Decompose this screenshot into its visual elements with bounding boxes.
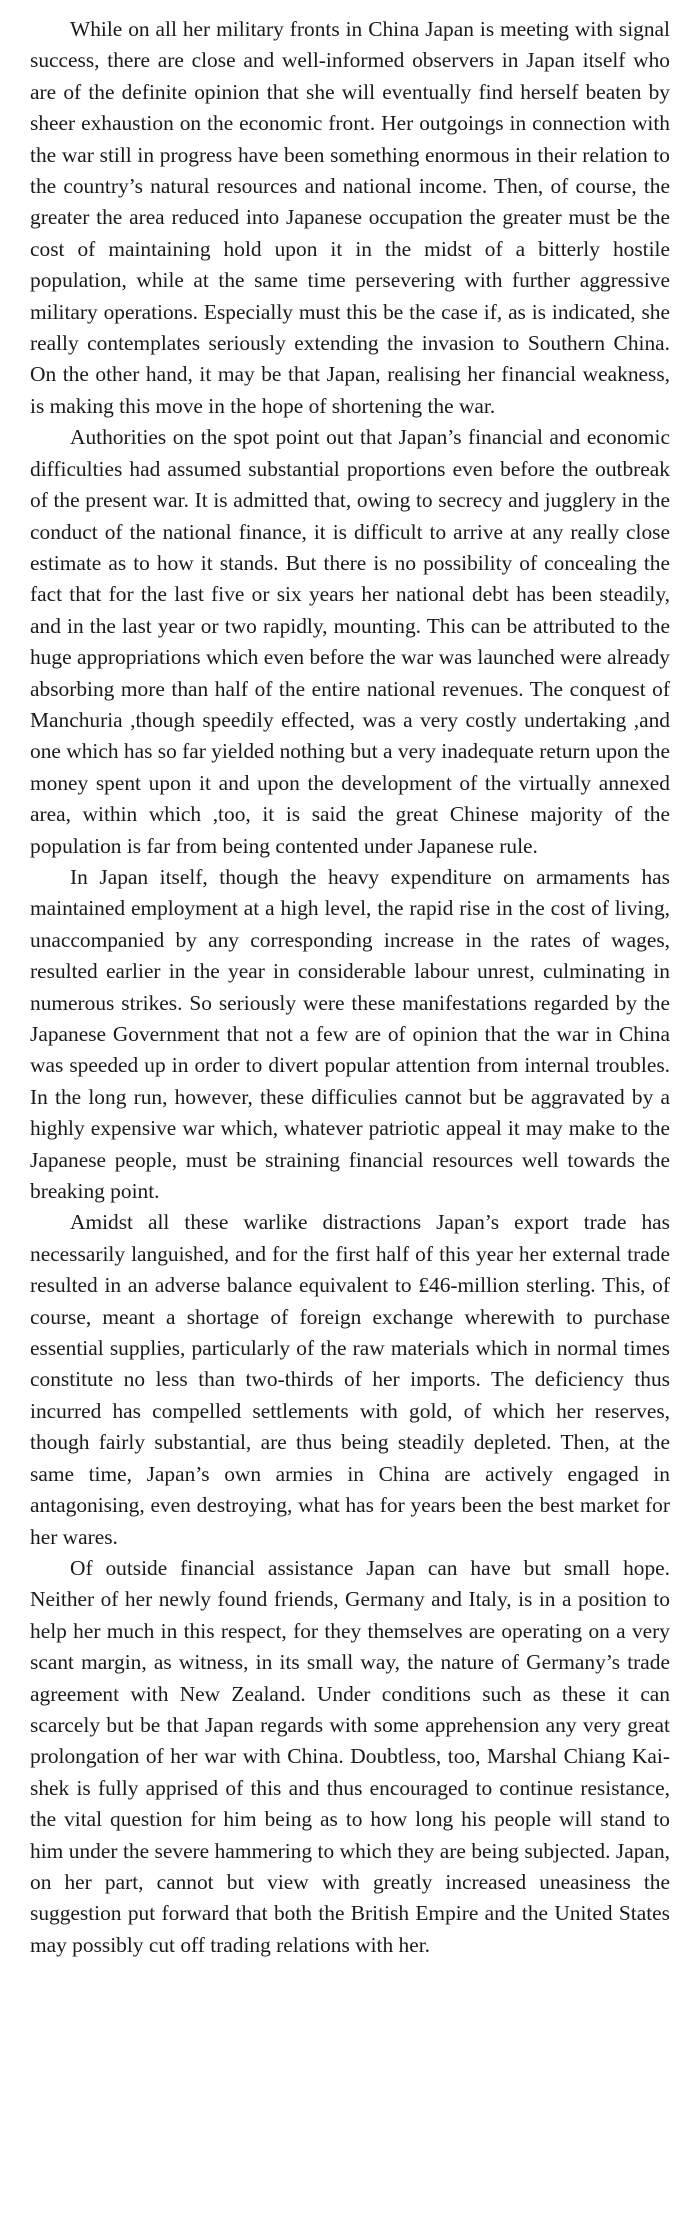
paragraph-5: Of outside financial assistance Japan can have but small hope. Neither of her newly found friends, Germany and Italy, is in a position to help her much in this respect, for they themselves are operating on a very scant margin, as witness, in its small way, the nature of Germany’s trade agreement with New Zealand. Under conditions such as these it can scarcely but be that Japan regards with some apprehension any very great prolongation of her war with China. Doubtless, too, Marshal Chiang Kai-shek is fully apprised of this and thus encouraged to continue resistance, the vital question for him being as to how long his people will stand to him under the severe hammering to which they are being subjected. Japan, on her part, cannot but view with greatly increased uneasiness the suggestion put forward that both the British Empire and the United States may possibly cut off trading relations with her. xyxy=(30,1555,670,1957)
article-body xyxy=(30,14,670,1961)
paragraph-4: Amidst all these warlike distractions Japan’s export trade has necessarily languished, and for the first half of this year her external trade resulted in an adverse balance equivalent to £46-million sterling. This, of course, meant a shortage of foreign exchange wherewith to purchase essential supplies, particularly of the raw materials which in normal times constitute no less than two-thirds of her imports. The deficiency thus incurred has compelled settlements with gold, of which her reserves, though fairly substantial, are thus being steadily depleted. Then, at the same time, Japan’s own armies in China are actively engaged in antagonising, even destroying, what has for years been the best market for her wares. xyxy=(30,1210,670,1549)
paragraph-3: In Japan itself, though the heavy expenditure on armaments has maintained employment at a high level, the rapid rise in the cost of living, unaccompanied by any corresponding increase in the rates of wages, resulted earlier in the year in considerable labour unrest, culminating in numerous strikes. So seriously were these manifestations regarded by the Japanese Government that not a few are of opinion that the war in China was speeded up in order to divert popular attention from internal troubles. In the long run, however, these difficulies cannot but be aggravated by a highly expensive war which, whatever patriotic appeal it may make to the Japanese people, must be straining financial resources well towards the breaking point. xyxy=(30,864,670,1204)
paragraph-1: While on all her military fronts in China Japan is meeting with signal success, there are close and well-informed observers in Japan itself who are of the definite opinion that she will eventually find herself beaten by sheer exhaustion on the economic front. Her outgoings in connection with the war still in progress have been something enormous in their relation to the country’s natural resources and national income. Then, of course, the greater the area reduced into Japanese occupation the greater must be the cost of maintaining hold upon it in the midst of a bitterly hostile population, while at the same time persevering with further aggressive military operations. Especially must this be the case if, as is indicated, she really contemplates seriously extending the invasion to Southern China. On the other hand, it may be that Japan, realising her financial weakness, is making this move in the hope of shortening the war. xyxy=(30,17,670,418)
paragraph-2: Authorities on the spot point out that Japan’s financial and economic difficulties had assumed substantial proportions even before the outbreak of the present war. It is admitted that, owing to secrecy and jugglery in the conduct of the national finance, it is difficult to arrive at any really close estimate as to how it stands. But there is no possibility of concealing the fact that for the last five or six years her national debt has been steadily, and in the last year or two rapidly, mounting. This can be attributed to the huge appropriations which even before the war was launched were already absorbing more than half of the entire national revenues. The conquest of Manchuria ,though speedily effected, was a very costly undertaking ,and one which has so far yielded nothing but a very inadequate return upon the money spent upon it and upon the development of the virtually annexed area, within which ,too, it is said the great Chinese majority of the population is far from being contented under Japanese rule. xyxy=(30,425,670,858)
